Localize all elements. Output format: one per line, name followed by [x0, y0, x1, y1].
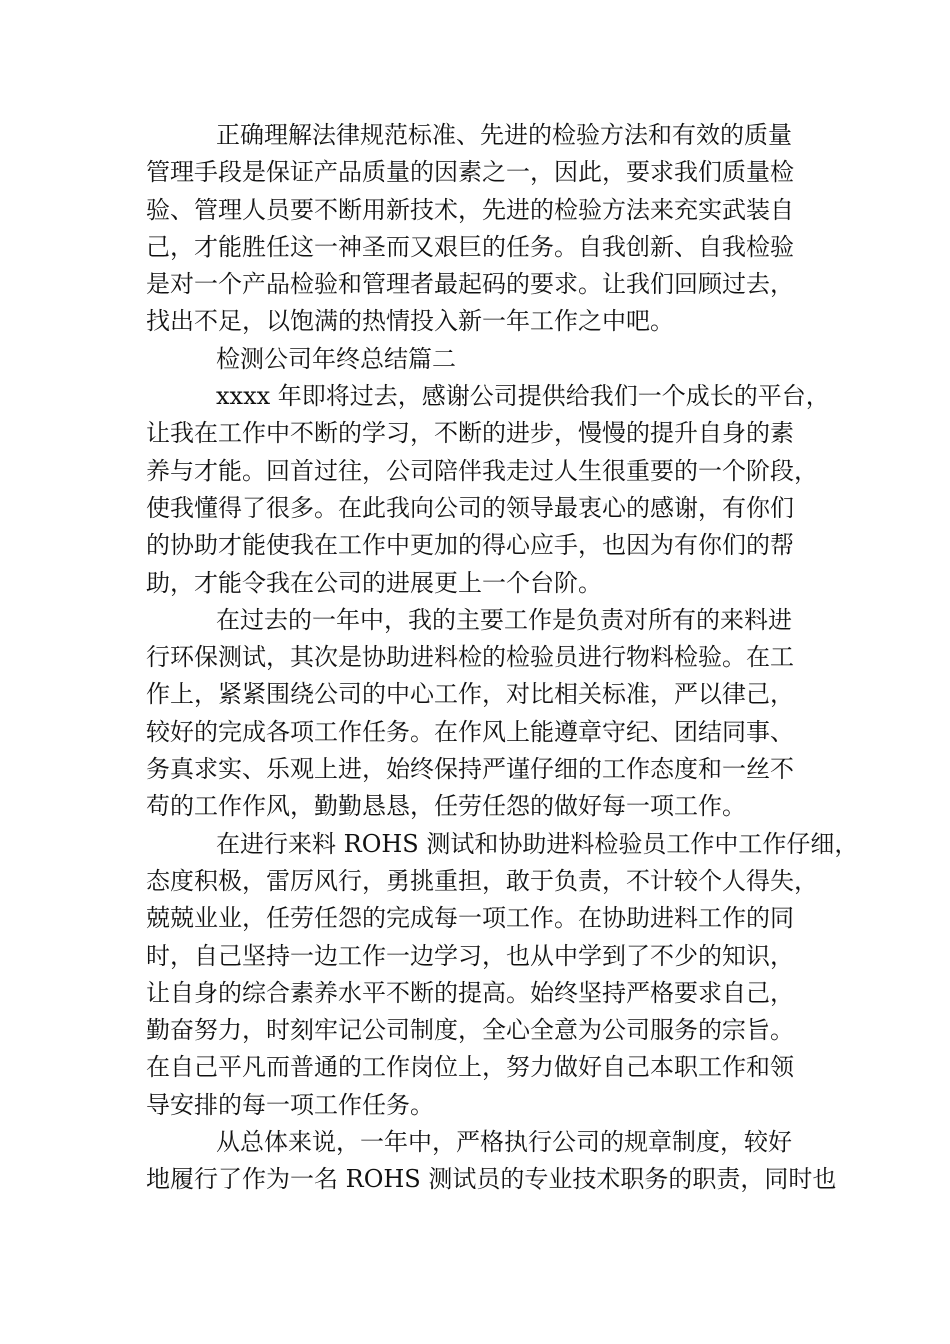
text-line: 让我在工作中不断的学习，不断的进步，慢慢的提升自身的素: [146, 419, 794, 448]
text-line: 时，自己坚持一边工作一边学习，也从中学到了不少的知识，: [146, 941, 794, 970]
text-line: 较好的完成各项工作任务。在作风上能遵章守纪、团结同事、: [146, 717, 794, 746]
text-line: xxxx 年即将过去，感谢公司提供给我们一个成长的平台，: [216, 382, 830, 411]
document-body: [146, 117, 859, 1199]
text-line: 验、管理人员要不断用新技术，先进的检验方法来充实武装自: [146, 195, 794, 224]
text-line: 让自身的综合素养水平不断的提高。始终坚持严格要求自己，: [146, 978, 794, 1007]
text-line: 兢兢业业，任劳任怨的完成每一项工作。在协助进料工作的同: [146, 904, 794, 933]
text-line: 在过去的一年中，我的主要工作是负责对所有的来料进: [216, 605, 792, 634]
text-line: 导安排的每一项工作任务。: [146, 1090, 434, 1119]
text-line: 作上，紧紧围绕公司的中心工作，对比相关标准，严以律己，: [146, 680, 794, 709]
text-line: 从总体来说，一年中，严格执行公司的规章制度，较好: [216, 1128, 792, 1157]
text-line: 务真求实、乐观上进，始终保持严谨仔细的工作态度和一丝不: [146, 755, 794, 784]
text-line: 养与才能。回首过往，公司陪伴我走过人生很重要的一个阶段，: [146, 456, 818, 485]
text-line: 正确理解法律规范标准、先进的检验方法和有效的质量: [216, 121, 792, 149]
text-line: 找出不足，以饱满的热情投入新一年工作之中吧。: [146, 307, 674, 336]
text-line: 的协助才能使我在工作中更加的得心应手，也因为有你们的帮: [146, 531, 794, 560]
text-line: 是对一个产品检验和管理者最起码的要求。让我们回顾过去，: [146, 270, 794, 299]
text-line: 己，才能胜任这一神圣而又艰巨的任务。自我创新、自我检验: [146, 232, 794, 261]
text-line: 勤奋努力，时刻牢记公司制度，全心全意为公司服务的宗旨。: [146, 1016, 794, 1045]
text-line: 管理手段是保证产品质量的因素之一，因此，要求我们质量检: [146, 158, 794, 187]
text-line: 态度积极，雷厉风行，勇挑重担，敢于负责，不计较个人得失，: [146, 866, 818, 895]
text-line: 检测公司年终总结篇二: [216, 344, 456, 373]
text-line: 地履行了作为一名 ROHS 测试员的专业技术职务的职责，同时也: [146, 1165, 837, 1194]
text-line: 在自己平凡而普通的工作岗位上，努力做好自己本职工作和领: [146, 1053, 794, 1082]
text-line: 在进行来料 ROHS 测试和协助进料检验员工作中工作仔细，: [216, 829, 859, 858]
text-line: 行环保测试，其次是协助进料检的检验员进行物料检验。在工: [146, 643, 794, 672]
text-line: 苟的工作作风，勤勤恳恳，任劳任怨的做好每一项工作。: [146, 792, 746, 821]
text-line: 助，才能令我在公司的进展更上一个台阶。: [146, 568, 602, 597]
text-line: 使我懂得了很多。在此我向公司的领导最衷心的感谢，有你们: [146, 493, 794, 522]
